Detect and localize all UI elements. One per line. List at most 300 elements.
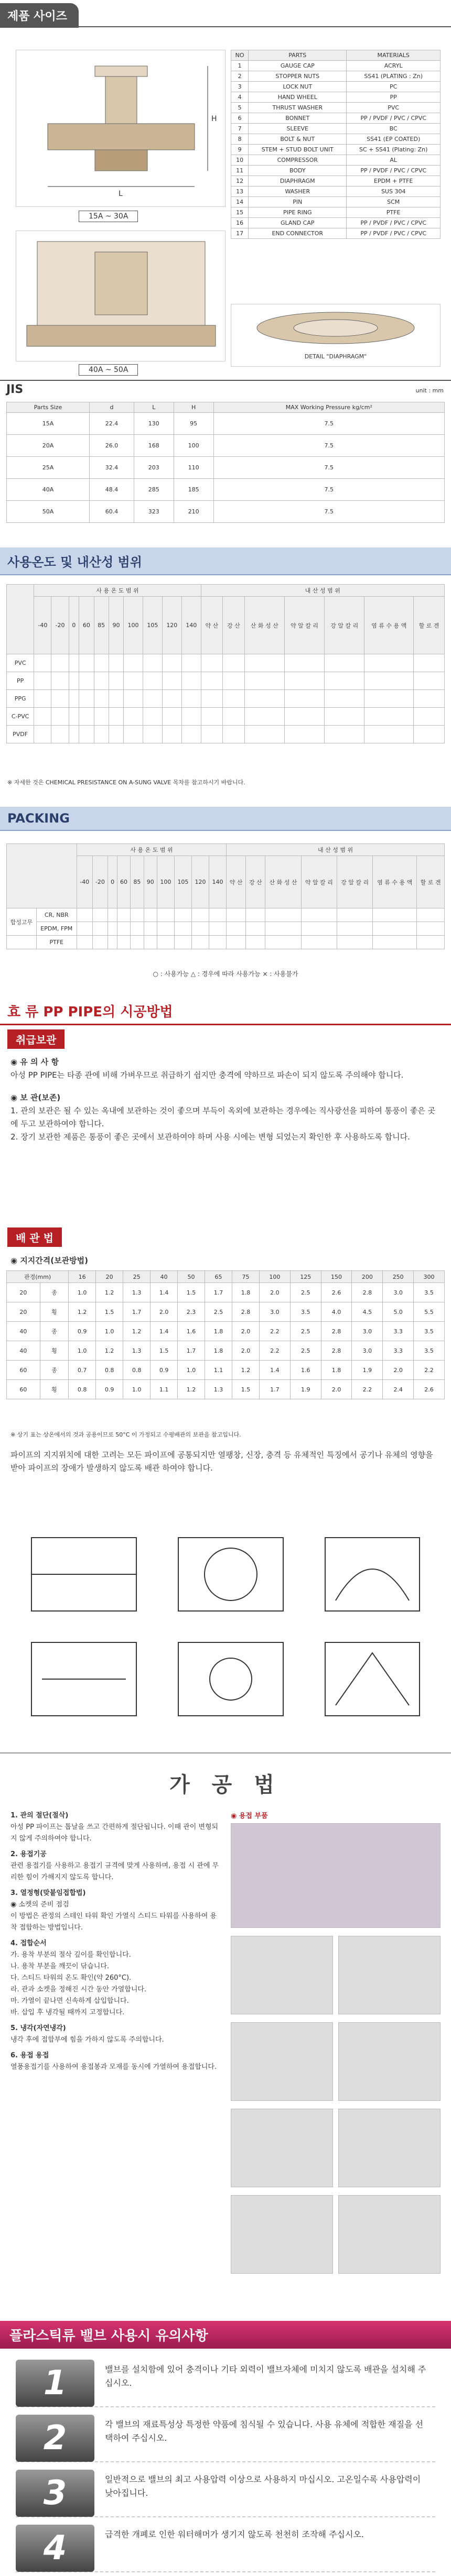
- temp-cell: [79, 654, 94, 672]
- pack-cell: [157, 922, 174, 936]
- temp-cell: [79, 708, 94, 726]
- parts-row: [231, 82, 441, 92]
- process-photo-8: [338, 2195, 441, 2274]
- support-cell: 1.6: [178, 1322, 205, 1341]
- jis-cell: 323: [134, 501, 174, 523]
- jis-header-cell: Parts Size: [7, 402, 90, 413]
- jis-unit: unit : mm: [415, 387, 444, 394]
- chem-label: 할 로 겐: [414, 597, 445, 654]
- support-row: [7, 1283, 445, 1302]
- pack-cell: [337, 908, 373, 922]
- pack-cell: [373, 922, 417, 936]
- pack-temp-value: 60: [117, 856, 130, 908]
- material-label: PP: [7, 672, 34, 690]
- parts-row: [231, 155, 441, 166]
- jis-header-row: [7, 402, 445, 413]
- chem-label: 산 화 성 산: [244, 597, 284, 654]
- support-cell: 0.8: [96, 1361, 123, 1380]
- support-row: [7, 1302, 445, 1322]
- temp-cell: [162, 708, 181, 726]
- temp-cell: [284, 708, 324, 726]
- pack-cell: [174, 922, 191, 936]
- valve-drawing-large: [16, 231, 225, 361]
- product-size-tab: [0, 3, 79, 28]
- support-cell: 0.8: [69, 1380, 96, 1399]
- jis-cell: 7.5: [213, 435, 444, 457]
- caution-item: [16, 2462, 435, 2517]
- chem-label: 약 알 칼 리: [284, 597, 324, 654]
- parts-cell: EPDM + PTFE: [347, 176, 441, 187]
- pack-cell: [191, 908, 209, 922]
- caution-number-badge: 4: [16, 2525, 94, 2572]
- support-cell: 1.0: [69, 1283, 96, 1302]
- support-cell: 3.5: [414, 1341, 445, 1361]
- jis-cell: 285: [134, 479, 174, 501]
- parts-cell: PIN: [249, 197, 347, 207]
- temp-cell: [223, 708, 245, 726]
- diaphragm-detail: [231, 304, 441, 367]
- parts-cell: THRUST WASHER: [249, 103, 347, 113]
- temp-cell: [94, 726, 109, 743]
- pipe-item2-text2: 2. 장기 보관한 제품은 통풍이 좋은 곳에서 보관하여야 하며 사용 시에는 변형 되었는지 확인한 후 사용하도록 합니다.: [10, 1132, 410, 1142]
- parts-cell: BC: [347, 124, 441, 134]
- pack-cell: [227, 908, 246, 922]
- temperature-note: ※ 자세한 것은 CHEMICAL PRESISTANCE ON A-SUNG VALVE 목차를 참고하시기 바랍니다.: [7, 779, 245, 786]
- temp-cell: [181, 708, 201, 726]
- temp-cell: [284, 690, 324, 708]
- support-cell: 2.5: [290, 1283, 321, 1302]
- pack-cell: [417, 908, 445, 922]
- parts-header-row: [231, 50, 441, 61]
- proc-step: 다. 스티드 타워의 온도 확인(약 260°C).: [10, 1974, 132, 1982]
- parts-cell: STOPPER NUTS: [249, 71, 347, 82]
- support-cell: 3.5: [414, 1322, 445, 1341]
- pack-cell: [246, 908, 265, 922]
- temp-value: 90: [109, 597, 123, 654]
- piping-illustrations: [10, 1517, 441, 1737]
- support-size: 250: [383, 1271, 414, 1283]
- piping-subtitle: ◉ 지지간격(보관방법): [10, 1256, 88, 1265]
- temp-cell: [325, 726, 364, 743]
- proc-step: 마. 가열이 끝나면 신속하게 삽입합니다.: [10, 1997, 129, 2005]
- valve-diagram-bottom: [16, 231, 225, 361]
- temp-cell: [364, 690, 414, 708]
- support-cell: 1.5: [178, 1283, 205, 1302]
- parts-cell: 14: [231, 197, 249, 207]
- support-cell: 2.6: [321, 1283, 352, 1302]
- support-cell: 1.7: [178, 1341, 205, 1361]
- support-cell: 2.8: [352, 1283, 383, 1302]
- pipe-section: [0, 998, 451, 1221]
- material-label: PPG: [7, 690, 34, 708]
- support-cell: 2.2: [352, 1380, 383, 1399]
- jis-cell: 110: [174, 457, 213, 479]
- support-cell: 2.2: [414, 1361, 445, 1380]
- photo-label: ◉ 용접 부품: [231, 1812, 268, 1820]
- parts-cell: 15: [231, 207, 249, 218]
- dim-h-label: H: [211, 115, 217, 123]
- parts-header-parts: PARTS: [249, 50, 347, 61]
- temp-cell: [244, 708, 284, 726]
- pack-temp-value: 85: [131, 856, 144, 908]
- support-cell: 3.0: [259, 1302, 290, 1322]
- jis-cell: 185: [174, 479, 213, 501]
- temp-cell: [143, 726, 162, 743]
- temperature-section: [0, 547, 451, 799]
- jis-cell: 95: [174, 413, 213, 435]
- temp-cell: [143, 708, 162, 726]
- proc-s1: 1. 관의 절단(절삭): [10, 1812, 69, 1819]
- support-size: 150: [321, 1271, 352, 1283]
- support-size: 25: [123, 1271, 151, 1283]
- support-cell: 1.7: [205, 1283, 232, 1302]
- pipe-text: [10, 1056, 441, 1144]
- product-size-title: 제품 사이즈: [0, 3, 79, 28]
- pack-cell: [209, 922, 227, 936]
- support-cell: 횡: [40, 1302, 68, 1322]
- parts-cell: 11: [231, 166, 249, 176]
- support-cell: 4.5: [352, 1302, 383, 1322]
- proc-s5t: 냉각 후에 접합부에 힘을 가하지 않도록 주의합니다.: [10, 2036, 164, 2044]
- parts-row: [231, 134, 441, 145]
- support-cell: 2.4: [383, 1380, 414, 1399]
- support-cell: 2.5: [205, 1302, 232, 1322]
- support-size: 75: [232, 1271, 260, 1283]
- pack-cell: [246, 922, 265, 936]
- support-cell: 1.0: [69, 1341, 96, 1361]
- support-cell: 1.9: [352, 1361, 383, 1380]
- handling-subtitle: 취급보관: [7, 1029, 65, 1049]
- parts-cell: BOLT & NUT: [249, 134, 347, 145]
- jis-cell: 20A: [7, 435, 90, 457]
- pack-cell: [301, 908, 337, 922]
- pack-cell: [131, 908, 144, 922]
- support-row: [7, 1380, 445, 1399]
- parts-cell: 17: [231, 228, 249, 239]
- pack-temp-value: 90: [144, 856, 157, 908]
- temp-corner: [7, 585, 34, 654]
- pack-cell: [337, 936, 373, 949]
- support-cell: 2.6: [414, 1380, 445, 1399]
- proc-step: 가. 용착 부분의 절삭 깊이를 확인합니다.: [10, 1951, 131, 1959]
- temp-cell: [94, 708, 109, 726]
- jis-row: [7, 435, 445, 457]
- temp-cell: [244, 654, 284, 672]
- parts-header-no: NO: [231, 50, 249, 61]
- jis-section: [0, 380, 451, 542]
- processing-text: [10, 1810, 220, 2073]
- proc-s2t: 관련 용접기를 사용하고 용접기 규격에 맞게 사용하며, 용접 시 관에 무리한 힘이 가해지지 않도록 합니다.: [10, 1862, 219, 1881]
- support-cell: 0.9: [96, 1380, 123, 1399]
- temp-cell: [223, 690, 245, 708]
- pack-cell: [157, 936, 174, 949]
- jis-cell: 7.5: [213, 479, 444, 501]
- support-cell: 1.7: [123, 1302, 151, 1322]
- pack-chem-label: 염 류 수 용 액: [373, 856, 417, 908]
- temp-cell: [414, 690, 445, 708]
- parts-row: [231, 92, 441, 103]
- support-cell: 1.9: [290, 1380, 321, 1399]
- parts-cell: 7: [231, 124, 249, 134]
- pack-cell: [373, 936, 417, 949]
- parts-cell: 6: [231, 113, 249, 124]
- support-size: 65: [205, 1271, 232, 1283]
- pack-cell: [337, 922, 373, 936]
- support-cell: 2.2: [259, 1322, 290, 1341]
- piping-title: 배 관 법: [7, 1227, 62, 1247]
- temp-cell: [51, 708, 69, 726]
- support-cell: 2.8: [321, 1322, 352, 1341]
- material-label: C-PVC: [7, 708, 34, 726]
- temp-cell: [34, 654, 51, 672]
- pipe-title: 효 류 PP PIPE의 시공방법: [7, 1004, 173, 1020]
- parts-cell: 8: [231, 134, 249, 145]
- support-cell: 종: [40, 1283, 68, 1302]
- proc-step: 나. 용착 부분을 깨끗이 닦습니다.: [10, 1963, 110, 1970]
- pack-temp-value: -40: [77, 856, 92, 908]
- jis-cell: 130: [134, 413, 174, 435]
- temp-cell: [51, 654, 69, 672]
- support-cell: 2.5: [290, 1341, 321, 1361]
- support-cell: 0.9: [69, 1322, 96, 1341]
- proc-s4: 4. 접합순서: [10, 1939, 47, 1947]
- piping-section: [0, 1223, 451, 1747]
- support-cell: 3.5: [414, 1283, 445, 1302]
- support-row: [7, 1322, 445, 1341]
- parts-cell: PC: [347, 82, 441, 92]
- support-cell: 1.2: [178, 1380, 205, 1399]
- process-photo-5: [231, 2109, 333, 2187]
- parts-cell: 5: [231, 103, 249, 113]
- pack-cell: [77, 908, 92, 922]
- material-label: PVC: [7, 654, 34, 672]
- parts-row: [231, 176, 441, 187]
- pack-cell: [92, 936, 108, 949]
- jis-header-cell: H: [174, 402, 213, 413]
- parts-cell: 4: [231, 92, 249, 103]
- support-cell: 1.6: [290, 1361, 321, 1380]
- temp-cell: [109, 690, 123, 708]
- parts-cell: PIPE RING: [249, 207, 347, 218]
- pack-range-label: 사 용 온 도 범 위: [77, 844, 226, 856]
- temp-cell: [223, 726, 245, 743]
- parts-cell: PP / PVDF / PVC / CPVC: [347, 166, 441, 176]
- proc-s6t: 열풍용접기를 사용하여 용접봉과 모재를 동시에 가열하여 용접합니다.: [10, 2063, 217, 2071]
- pack-cell: [108, 908, 117, 922]
- parts-cell: PP / PVDF / PVC / CPVC: [347, 113, 441, 124]
- pack-cell: [77, 936, 92, 949]
- temp-cell: [201, 654, 223, 672]
- parts-cell: DIAPHRAGM: [249, 176, 347, 187]
- pipe-header: [0, 998, 451, 1025]
- parts-cell: LOCK NUT: [249, 82, 347, 92]
- temp-cell: [109, 708, 123, 726]
- support-cell: 2.0: [232, 1322, 260, 1341]
- support-cell: 1.2: [69, 1302, 96, 1322]
- packing-table: [6, 843, 445, 949]
- caution-section: [0, 2321, 451, 2576]
- parts-cell: PTFE: [347, 207, 441, 218]
- temp-cell: [414, 726, 445, 743]
- chem-label: 강 알 칼 리: [325, 597, 364, 654]
- support-size: 16: [69, 1271, 96, 1283]
- temperature-table: [6, 584, 445, 743]
- support-cell: 횡: [40, 1380, 68, 1399]
- support-cell: 20: [7, 1283, 40, 1302]
- pack-chem-label: 산 화 성 산: [265, 856, 301, 908]
- jis-cell: 60.4: [90, 501, 134, 523]
- jis-cell: 7.5: [213, 413, 444, 435]
- parts-row: [231, 124, 441, 134]
- parts-cell: 12: [231, 176, 249, 187]
- pack-temp-value: 100: [157, 856, 174, 908]
- processing-title: 가 공 법: [169, 1773, 282, 1797]
- jis-cell: 100: [174, 435, 213, 457]
- dim-l-label: L: [119, 190, 123, 198]
- pack-row: [7, 908, 445, 922]
- temp-cell: [364, 708, 414, 726]
- temp-cell: [143, 690, 162, 708]
- jis-cell: 40A: [7, 479, 90, 501]
- temp-cell: [325, 672, 364, 690]
- support-cell: 2.5: [290, 1322, 321, 1341]
- support-cell: 1.4: [151, 1322, 178, 1341]
- support-cell: 1.3: [123, 1283, 151, 1302]
- pack-group-empty: [7, 936, 37, 949]
- temp-cell: [284, 672, 324, 690]
- support-cell: 40: [7, 1322, 40, 1341]
- pack-cell: [92, 922, 108, 936]
- parts-cell: SC + SS41 (Plating: Zn): [347, 145, 441, 155]
- caution-text: 각 밸브의 재료특성상 특정한 약품에 침식될 수 있습니다. 사용 유체에 적합한 재질을 선택하여 주십시오.: [105, 2419, 424, 2443]
- support-cell: 0.9: [151, 1361, 178, 1380]
- parts-cell: PP: [347, 92, 441, 103]
- pack-chem-label: 약 알 칼 리: [301, 856, 337, 908]
- jis-cell: 50A: [7, 501, 90, 523]
- support-cell: 5.5: [414, 1302, 445, 1322]
- pack-cell: [144, 908, 157, 922]
- temp-value: -40: [34, 597, 51, 654]
- parts-cell: 10: [231, 155, 249, 166]
- parts-cell: PP / PVDF / PVC / CPVC: [347, 228, 441, 239]
- piping-note: ※ 상기 표는 상온에서의 것과 공용이므로 50°C 이 가정되고 수평배관의 보관을 참고입니다.: [10, 1431, 241, 1438]
- jis-cell: 168: [134, 435, 174, 457]
- jis-row: [7, 413, 445, 435]
- jis-cell: 48.4: [90, 479, 134, 501]
- temp-cell: [181, 726, 201, 743]
- temp-cell: [162, 690, 181, 708]
- support-cell: 5.0: [383, 1302, 414, 1322]
- temp-cell: [162, 654, 181, 672]
- parts-row: [231, 207, 441, 218]
- temp-cell: [124, 726, 143, 743]
- caution-text: 급격한 개폐로 인한 워터해머가 생기지 않도록 천천히 조작해 주십시오.: [105, 2529, 364, 2539]
- support-cell: 1.8: [205, 1322, 232, 1341]
- packing-title: PACKING: [0, 807, 451, 831]
- support-cell: 3.3: [383, 1322, 414, 1341]
- jis-cell: 7.5: [213, 501, 444, 523]
- temperature-title: 사용온도 및 내산성 범위: [0, 547, 451, 575]
- caution-text: 일반적으로 밸브의 최고 사용압력 이상으로 사용하지 마십시오. 고온일수록 사용압력이 낮아집니다.: [105, 2474, 421, 2498]
- parts-cell: WASHER: [249, 187, 347, 197]
- support-size: 125: [290, 1271, 321, 1283]
- pack-cell: [108, 922, 117, 936]
- temp-row: [7, 708, 445, 726]
- proc-s1t: 아성 PP 파이프는 톱날을 쓰고 간편하게 절단됩니다. 이때 관이 변형되지 않게 주의하여야 합니다.: [10, 1823, 219, 1843]
- pack-cell: [301, 922, 337, 936]
- temp-cell: [124, 690, 143, 708]
- parts-row: [231, 71, 441, 82]
- pack-chem-label: 약 산: [227, 856, 246, 908]
- pipe-item1-text: 아성 PP PIPE는 타종 관에 비해 가벼우므로 취급하기 쉽지만 충격에 약하므로 파손이 되지 않도록 주의해야 합니다.: [10, 1070, 404, 1080]
- diaphragm-drawing: [231, 304, 440, 352]
- pack-cell: [265, 922, 301, 936]
- parts-cell: PVC: [347, 103, 441, 113]
- pack-chem-label: 강 알 칼 리: [337, 856, 373, 908]
- temp-cell: [181, 672, 201, 690]
- temp-cell: [414, 708, 445, 726]
- parts-cell: BODY: [249, 166, 347, 176]
- parts-row: [231, 187, 441, 197]
- support-cell: 1.8: [205, 1341, 232, 1361]
- temp-cell: [94, 672, 109, 690]
- proc-s3at: 이 방법은 관정의 스테인 타워 확인 가열식 스티드 타워를 사용하여 용착 접합하는 방법입니다.: [10, 1912, 217, 1932]
- caution-item: [16, 2407, 435, 2462]
- support-cell: 1.2: [123, 1322, 151, 1341]
- jis-table: [6, 402, 445, 523]
- support-row: [7, 1341, 445, 1361]
- support-cell: 2.8: [321, 1341, 352, 1361]
- support-cell: 1.8: [321, 1361, 352, 1380]
- temp-row: [7, 726, 445, 743]
- temp-cell: [79, 672, 94, 690]
- parts-row: [231, 145, 441, 155]
- support-cell: 1.2: [96, 1283, 123, 1302]
- proc-step: 바. 삽입 후 냉각될 때까지 고정합니다.: [10, 2009, 125, 2016]
- temp-cell: [162, 672, 181, 690]
- product-size-section: [0, 0, 451, 377]
- parts-cell: GAUGE CAP: [249, 61, 347, 71]
- temp-cell: [284, 654, 324, 672]
- temp-value: 120: [162, 597, 181, 654]
- caution-title: 플라스틱류 밸브 사용시 유의사항: [0, 2321, 451, 2349]
- pack-chem-label: 강 산: [246, 856, 265, 908]
- temp-cell: [143, 654, 162, 672]
- pack-cell: [265, 908, 301, 922]
- process-photo-1: [231, 1936, 333, 2014]
- pack-cell: [191, 936, 209, 949]
- support-drawings: [10, 1517, 441, 1737]
- pack-temp-value: 140: [209, 856, 227, 908]
- pack-cell: [209, 908, 227, 922]
- parts-cell: 9: [231, 145, 249, 155]
- temp-cell: [181, 690, 201, 708]
- jis-cell: 25A: [7, 457, 90, 479]
- support-cell: 2.2: [259, 1341, 290, 1361]
- caution-item: [16, 2517, 435, 2572]
- proc-s6: 6. 용접 용접: [10, 2052, 49, 2059]
- pack-temp-value: 105: [174, 856, 191, 908]
- parts-header-materials: MATERIALS: [347, 50, 441, 61]
- pack-chem-label: 할 로 겐: [417, 856, 445, 908]
- pack-cell: [77, 922, 92, 936]
- temp-cell: [201, 708, 223, 726]
- temp-cell: [223, 672, 245, 690]
- temp-cell: [201, 672, 223, 690]
- support-cell: 1.4: [259, 1361, 290, 1380]
- parts-cell: HAND WHEEL: [249, 92, 347, 103]
- temp-cell: [201, 690, 223, 708]
